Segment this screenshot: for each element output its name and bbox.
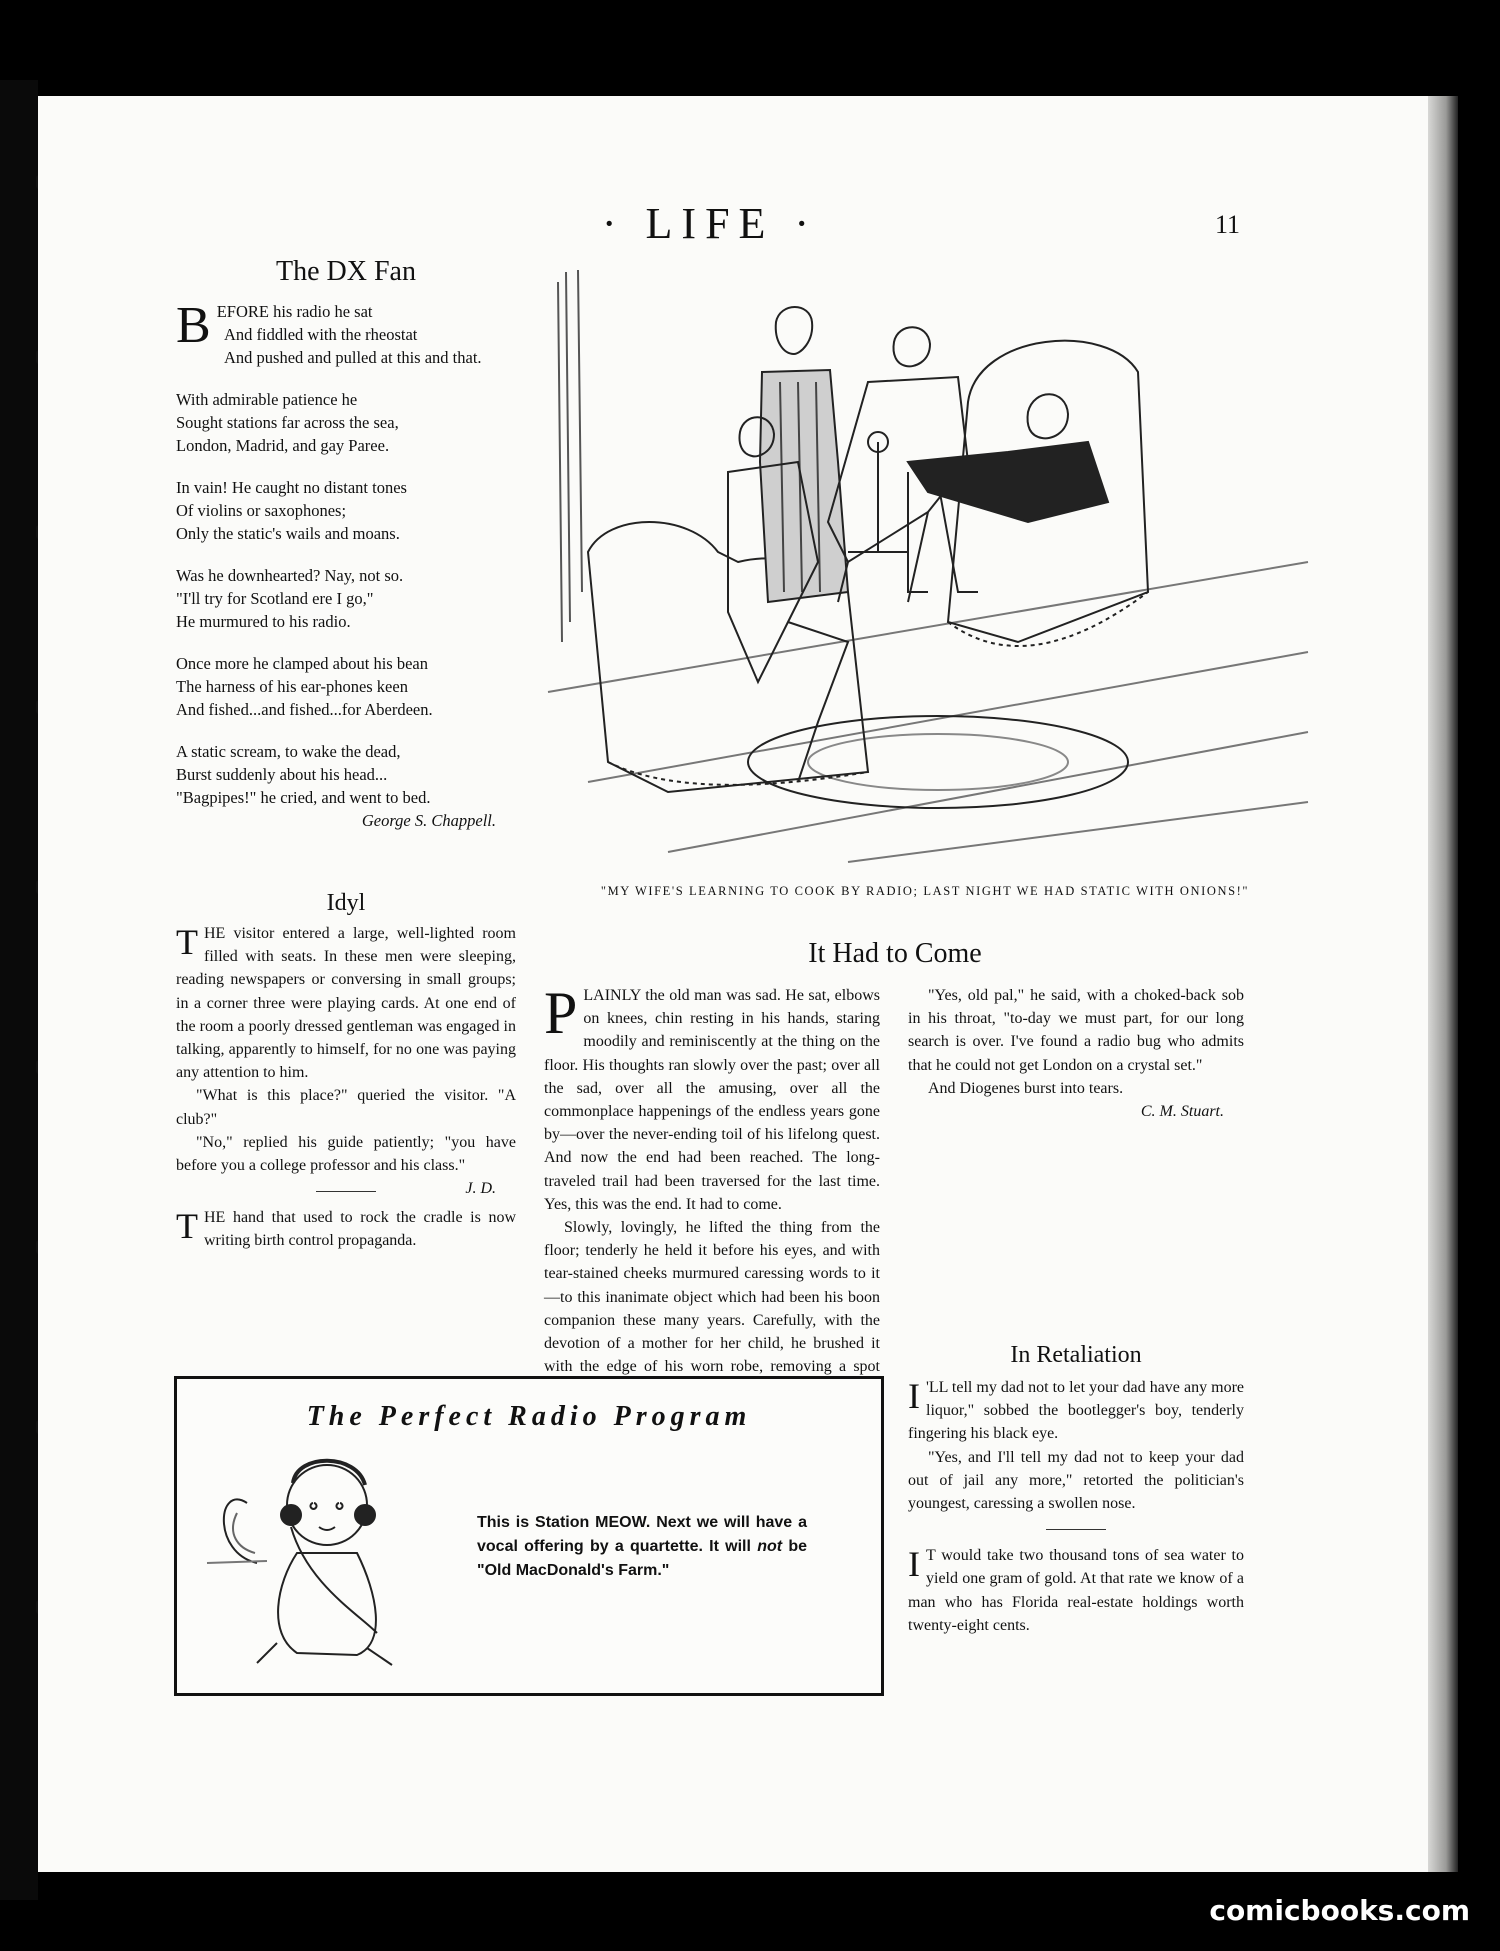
it-had-to-come-paragraph-4: And Diogenes burst into tears. [928, 1079, 1124, 1097]
ad-text-part-1: This is Station MEOW. Next we will have a vocal offering by a quartette. It will [477, 1514, 807, 1555]
in-retaliation-title: In Retaliation [1010, 1342, 1142, 1368]
page-number: 11 [1215, 210, 1241, 239]
watermark: comicbooks.com [1209, 1894, 1470, 1927]
divider-rule [316, 1191, 376, 1192]
dx-fan-dropcap: B [176, 297, 211, 354]
retaliation-dropcap: I [908, 1376, 920, 1416]
book-spine [0, 80, 38, 1900]
cartoon-drawing [548, 262, 1310, 862]
dx-fan-stanza-1b: And fiddled with the rheostat And pushed and pulled at this and that. [224, 325, 482, 367]
magazine-title: · LIFE · [601, 199, 819, 248]
idyl-author: J. D. [465, 1180, 496, 1198]
it-had-to-come-paragraph-3: "Yes, old pal," he said, with a choked-back sob in his throat, "to-day we must part, for our long search is over. I've found a radio bug who admits that he could not get London on a crystal set." [908, 987, 1244, 1074]
gold-joke: T would take two thousand tons of sea water to yield one gram of gold. At that rate we know of a man who has Florida real-estate holdings worth twenty-eight cents. [908, 1547, 1244, 1634]
radio-program-box [174, 1376, 884, 1696]
it-had-to-come-column-2 [908, 984, 1244, 1123]
dx-fan-stanza-5: Once more he clamped about his bean The harness of his ear-phones keen And fished...and fished...for Aberdeen. [176, 654, 433, 719]
in-retaliation-article [908, 1376, 1244, 1637]
ad-text-part-2: be "Old MacDonald's Farm." [477, 1538, 807, 1579]
dx-fan-poem [176, 297, 516, 832]
dx-fan-stanza-2: With admirable patience he Sought stations far across the sea, London, Madrid, and gay Paree. [176, 390, 399, 455]
dx-fan-stanza-1a: EFORE his radio he sat [216, 302, 373, 321]
dx-fan-stanza-6: A static scream, to wake the dead, Burst suddenly about his head... "Bagpipes!" he cried, and went to bed. [176, 742, 431, 807]
dx-fan-stanza-4: Was he downhearted? Nay, not so. "I'll try for Scotland ere I go," He murmured to his radio. [176, 566, 404, 631]
idyl-paragraph-3: "No," replied his guide patiently; "you have before you a college professor and his class." [176, 1133, 516, 1175]
cherub-illustration [207, 1443, 437, 1673]
idyl-article [176, 922, 516, 1253]
idyl-dropcap: T [176, 922, 198, 962]
radio-program-text [477, 1511, 807, 1583]
dx-fan-stanza-3: In vain! He caught no distant tones Of violins or saxophones; Only the static's wails and moans. [176, 478, 407, 543]
cartoon-caption: "MY WIFE'S LEARNING TO COOK BY RADIO; LAST NIGHT WE HAD STATIC WITH ONIONS!" [600, 884, 1250, 898]
ad-text-emphasis: not [757, 1538, 783, 1555]
retaliation-paragraph-2: "Yes, and I'll tell my dad not to keep your dad out of jail any more," retorted the politician's youngest, caressing a swollen nose. [908, 1448, 1244, 1513]
it-had-to-come-dropcap: P [544, 980, 578, 1046]
idyl-title: Idyl [326, 890, 366, 916]
idyl-paragraph-1: HE visitor entered a large, well-lighted room filled with seats. In these men were sleeping, reading newspapers or conversing in small groups; in a corner three were playing cards. At one end of the room a poorly dressed gentleman was engaged in talking, apparently to himself, for no one was paying any attention to him. [176, 925, 516, 1082]
joke-dropcap: T [176, 1206, 198, 1247]
it-had-to-come-paragraph-2: Slowly, lovingly, he lifted the thing from the floor; tenderly he held it before his eyes, and with tear-stained cheeks murmured caressing words to it—to this inanimate object which had been his boon companion these many years. Carefully, with the devotion of a mother for her child, he brushed it with the edge of his worn robe, removing a spot [544, 1219, 880, 1376]
it-had-to-come-title: It Had to Come [808, 938, 982, 969]
idyl-paragraph-2: "What is this place?" queried the visitor. "A club?" [176, 1087, 516, 1128]
gold-joke-dropcap: I [908, 1544, 920, 1585]
retaliation-paragraph-1: 'LL tell my dad not to let your dad have any more liquor," sobbed the bootlegger's boy, tenderly fingering his black eye. [908, 1379, 1244, 1443]
dx-fan-title: The DX Fan [276, 256, 416, 287]
cradle-joke: HE hand that used to rock the cradle is now writing birth control propaganda. [204, 1209, 516, 1250]
it-had-to-come-paragraph-1: LAINLY the old man was sad. He sat, elbows on knees, chin resting in his hands, staring moodily and reminiscently at the thing on the floor. His thoughts ran slowly over the past; over all the sad, over all the amusing, over all the commonplace happenings of the endless years gone by—over the never-ending toil of his lifelong quest. And now the end had been reached. The long-traveled trail had been traversed for the last time. Yes, this was the end. It had to come. [544, 987, 880, 1213]
radio-program-title: The Perfect Radio Program [306, 1401, 752, 1432]
page-edge [1428, 96, 1458, 1872]
divider-rule [1046, 1529, 1106, 1530]
cartoon-illustration [548, 262, 1310, 862]
dx-fan-author: George S. Chappell. [361, 811, 496, 830]
it-had-to-come-author: C. M. Stuart. [1140, 1103, 1224, 1121]
it-had-to-come-column-1 [544, 980, 880, 1376]
